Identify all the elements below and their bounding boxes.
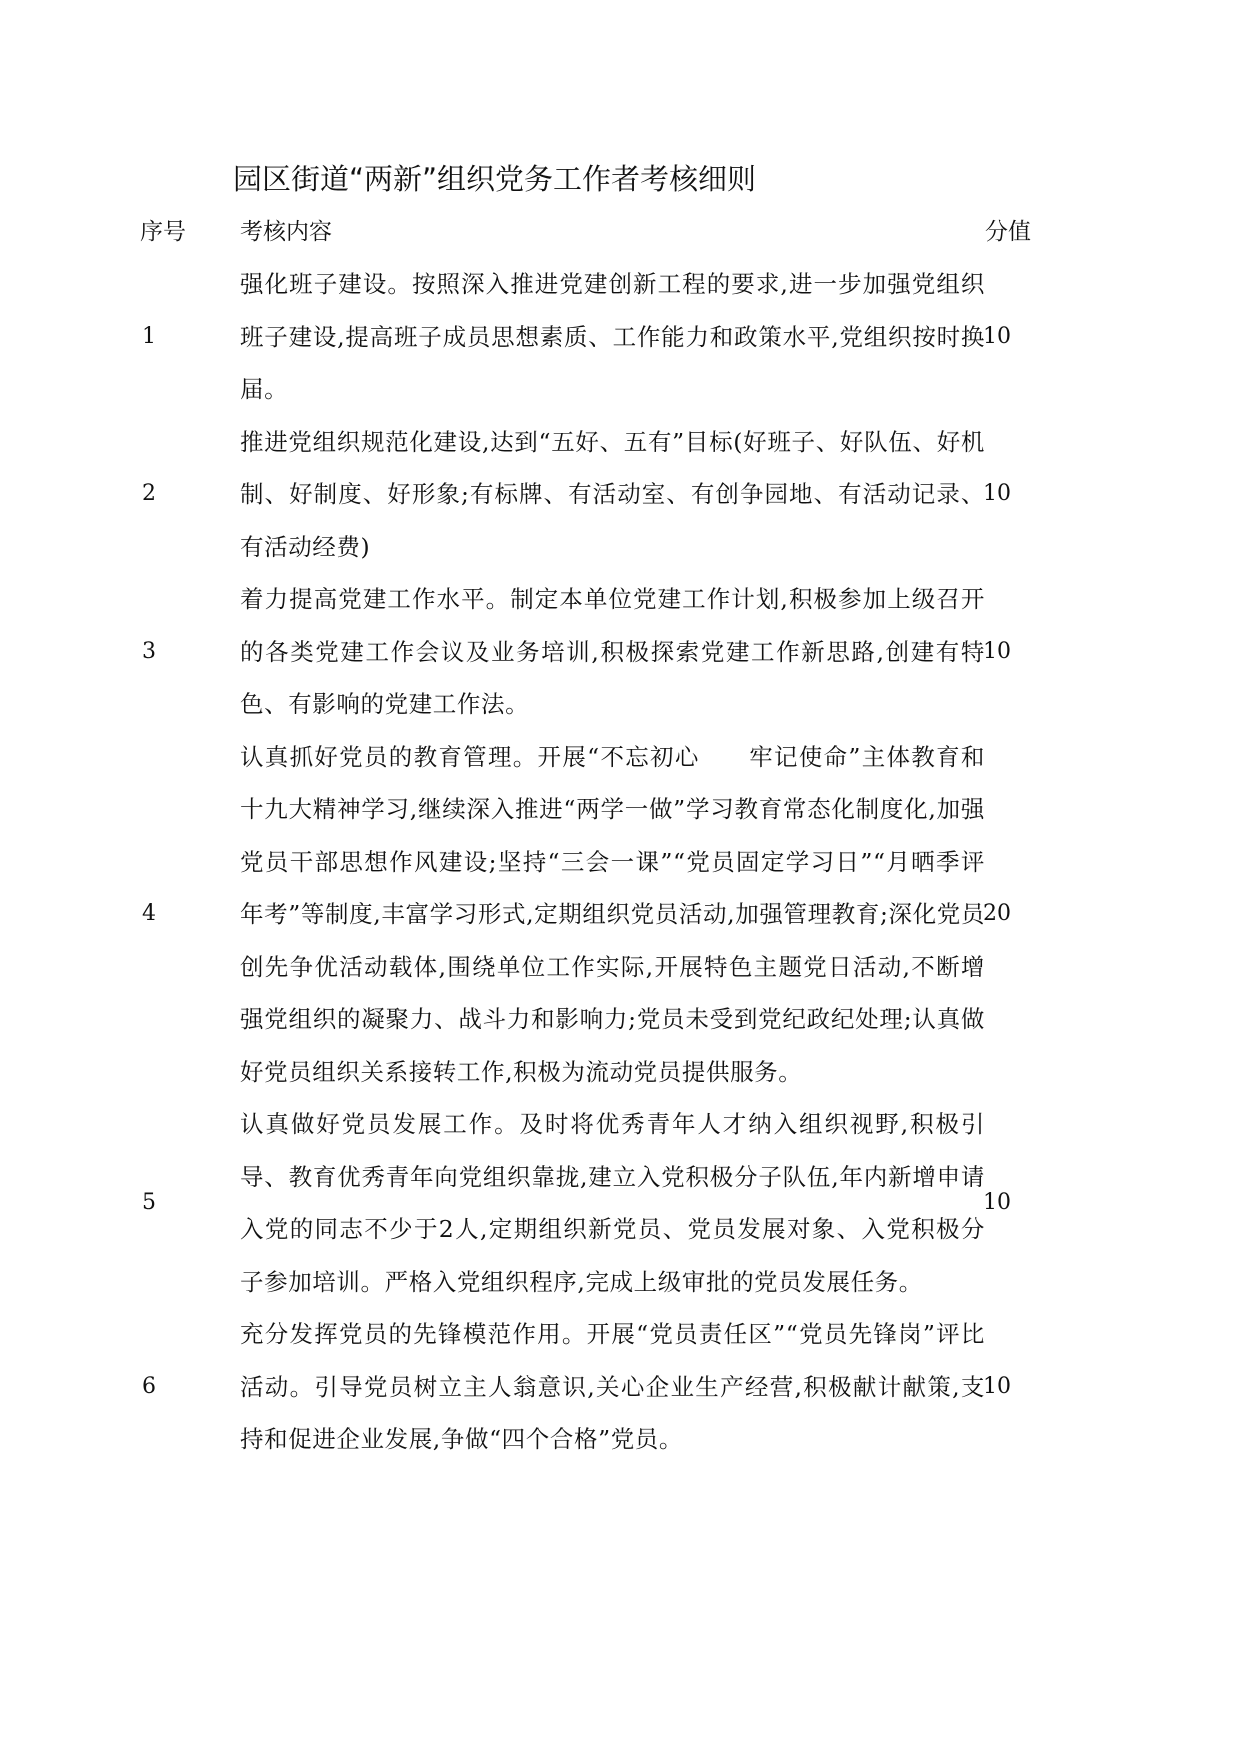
- row-score: 10: [983, 638, 1011, 664]
- row-content: 认真做好党员发展工作。及时将优秀青年人才纳入组织视野,积极引导、教育优秀青年向党组织靠拢,建立入党积极分子队伍,年内新增申请入党的同志不少于2人,定期组织新党员、党员发展对象、入党积极分子参加培训。严格入党组织程序,完成上级审批的党员发展任务。: [240, 1110, 985, 1296]
- row-score: 10: [983, 481, 1011, 507]
- row-content: 充分发挥党员的先锋模范作用。开展“党员责任区”“党员先锋岗”评比活动。引导党员树立主人翁意识,关心企业生产经营,积极献计献策,支持和促进企业发展,争做“四个合格”党员。: [240, 1320, 985, 1453]
- row-content: 认真抓好党员的教育管理。开展“不忘初心 牢记使命”主体教育和十九大精神学习,继续深入推进“两学一做”学习教育常态化制度化,加强党员干部思想作风建设;坚持“三会一课”“党员固定学习日”“月晒季评年考”等制度,丰富学习形式,定期组织党员活动,加强管理教育;深化党员创先争优活动载体,围绕单位工作实际,开展特色主题党日活动,不断增强党组织的凝聚力、战斗力和影响力;党员未受到党纪政纪处理;认真做好党员组织关系接转工作,积极为流动党员提供服务。: [240, 742, 985, 1086]
- criteria-row: [0, 416, 1240, 574]
- column-header-content: 考核内容: [240, 219, 332, 245]
- row-seq: 6: [142, 1373, 156, 1399]
- row-content: 着力提高党建工作水平。制定本单位党建工作计划,积极参加上级召开的各类党建工作会议及业务培训,积极探索党建工作新思路,创建有特色、有影响的党建工作法。: [240, 585, 985, 718]
- criteria-row: [0, 1098, 1240, 1308]
- row-seq: 5: [142, 1190, 156, 1215]
- row-score: 10: [983, 1190, 1011, 1215]
- page-title: 园区街道“两新”组织党务工作者考核细则: [233, 162, 757, 196]
- row-content: 强化班子建设。按照深入推进党建创新工程的要求,进一步加强党组织班子建设,提高班子成员思想素质、工作能力和政策水平,党组织按时换届。: [240, 270, 985, 403]
- criteria-list: [0, 258, 1240, 1466]
- row-seq: 2: [142, 481, 156, 507]
- criteria-row: [0, 1308, 1240, 1466]
- row-score: 10: [983, 323, 1011, 349]
- row-content: 推进党组织规范化建设,达到“五好、五有”目标(好班子、好队伍、好机制、好制度、好形象;有标牌、有活动室、有创争园地、有活动记录、有活动经费): [240, 427, 985, 561]
- criteria-row: [0, 731, 1240, 1099]
- criteria-row: [0, 258, 1240, 416]
- row-seq: 1: [142, 323, 156, 349]
- column-header-seq: 序号: [140, 219, 186, 245]
- column-header-score: 分值: [985, 219, 1031, 245]
- row-score: 20: [983, 901, 1011, 927]
- row-seq: 3: [142, 638, 156, 664]
- row-score: 10: [983, 1373, 1011, 1399]
- criteria-row: [0, 573, 1240, 731]
- row-seq: 4: [142, 901, 156, 927]
